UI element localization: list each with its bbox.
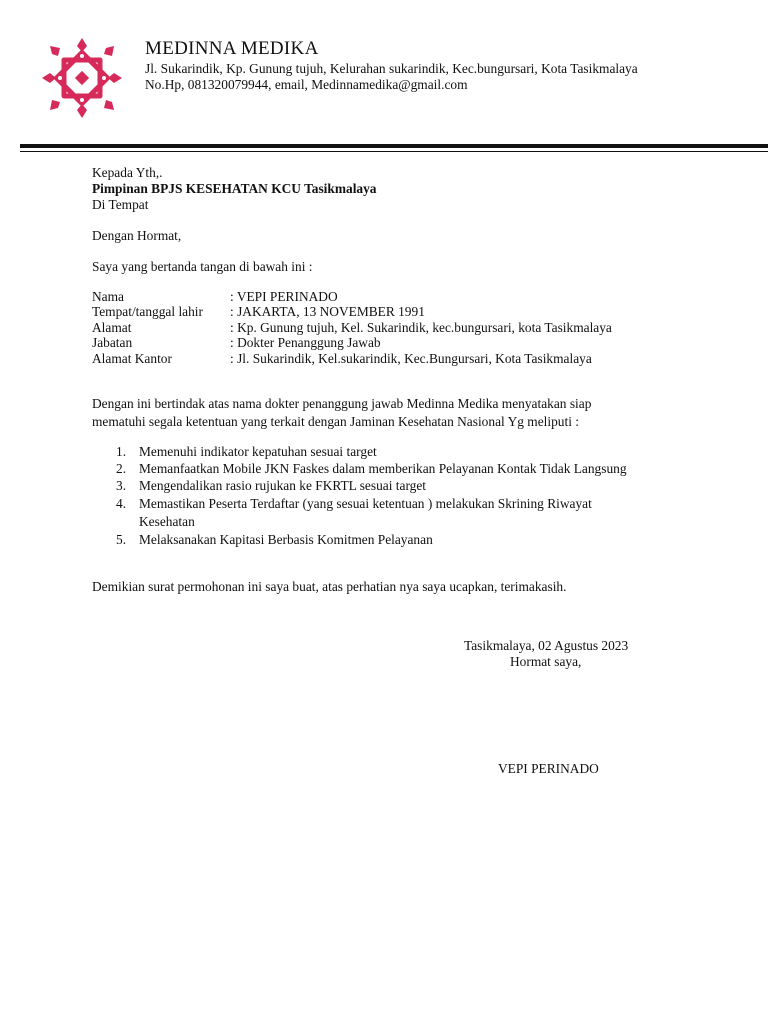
recipient-greeting: Kepada Yth,.	[92, 165, 163, 180]
org-contact: No.Hp, 081320079944, email, Medinnamedika@gmail.com	[145, 77, 468, 92]
identity-value-name: : VEPI PERINADO	[230, 289, 338, 304]
salutation: Dengan Hormat,	[92, 228, 182, 243]
identity-value-address: : Kp. Gunung tujuh, Kel. Sukarindik, kec.bungursari, kota Tasikmalaya	[230, 320, 612, 335]
list-item-number: 4.	[116, 496, 127, 511]
intro-text: Saya yang bertanda tangan di bawah ini :	[92, 259, 313, 274]
list-item-text: Melaksanakan Kapitasi Berbasis Komitmen Pelayanan	[139, 532, 433, 547]
identity-value-office: : Jl. Sukarindik, Kel.sukarindik, Kec.Bungursari, Kota Tasikmalaya	[230, 351, 592, 366]
list-item-text: Memastikan Peserta Terdaftar (yang sesuai ketentuan ) melakukan Skrining Riwayat	[139, 496, 592, 511]
signature-place-date: Tasikmalaya, 02 Agustus 2023	[464, 638, 629, 653]
identity-label-office: Alamat Kantor	[92, 351, 172, 366]
list-item-number: 5.	[116, 532, 127, 547]
list-item-number: 1.	[116, 444, 127, 459]
recipient-name: Pimpinan BPJS KESEHATAN KCU Tasikmalaya	[92, 181, 377, 196]
statement-line-2: mematuhi segala ketentuan yang terkait dengan Jaminan Kesehatan Nasional Yg meliputi :	[92, 414, 579, 429]
letterhead-divider-thick	[20, 144, 768, 148]
letterhead-divider-thin	[20, 151, 768, 152]
identity-label-address: Alamat	[92, 320, 132, 335]
list-item-text: Memanfaatkan Mobile JKN Faskes dalam memberikan Pelayanan Kontak Tidak Langsung	[139, 461, 627, 476]
list-item-number: 2.	[116, 461, 127, 476]
list-item-number: 3.	[116, 478, 127, 493]
signature-name: VEPI PERINADO	[498, 761, 599, 776]
list-item-text: Mengendalikan rasio rujukan ke FKRTL sesuai target	[139, 478, 427, 493]
identity-value-position: : Dokter Penanggung Jawab	[230, 335, 381, 350]
identity-label-name: Nama	[92, 289, 124, 304]
statement-line-1: Dengan ini bertindak atas nama dokter penanggung jawab Medinna Medika menyatakan siap	[92, 396, 592, 411]
identity-value-birth: : JAKARTA, 13 NOVEMBER 1991	[230, 304, 425, 319]
closing-text: Demikian surat permohonan ini saya buat, atas perhatian nya saya ucapkan, terimakasih.	[92, 579, 567, 594]
list-item-text: Memenuhi indikator kepatuhan sesuai target	[139, 444, 377, 459]
medinna-medika-logo	[40, 36, 124, 120]
signature-regards: Hormat saya,	[510, 654, 582, 669]
list-item-text-continued: Kesehatan	[139, 514, 195, 529]
org-address: Jl. Sukarindik, Kp. Gunung tujuh, Kelurahan sukarindik, Kec.bungursari, Kota Tasikmalaya	[145, 61, 638, 76]
identity-label-position: Jabatan	[92, 335, 133, 350]
identity-label-birth: Tempat/tanggal lahir	[92, 304, 203, 319]
org-name: MEDINNA MEDIKA	[145, 38, 319, 59]
recipient-place: Di Tempat	[92, 197, 149, 212]
